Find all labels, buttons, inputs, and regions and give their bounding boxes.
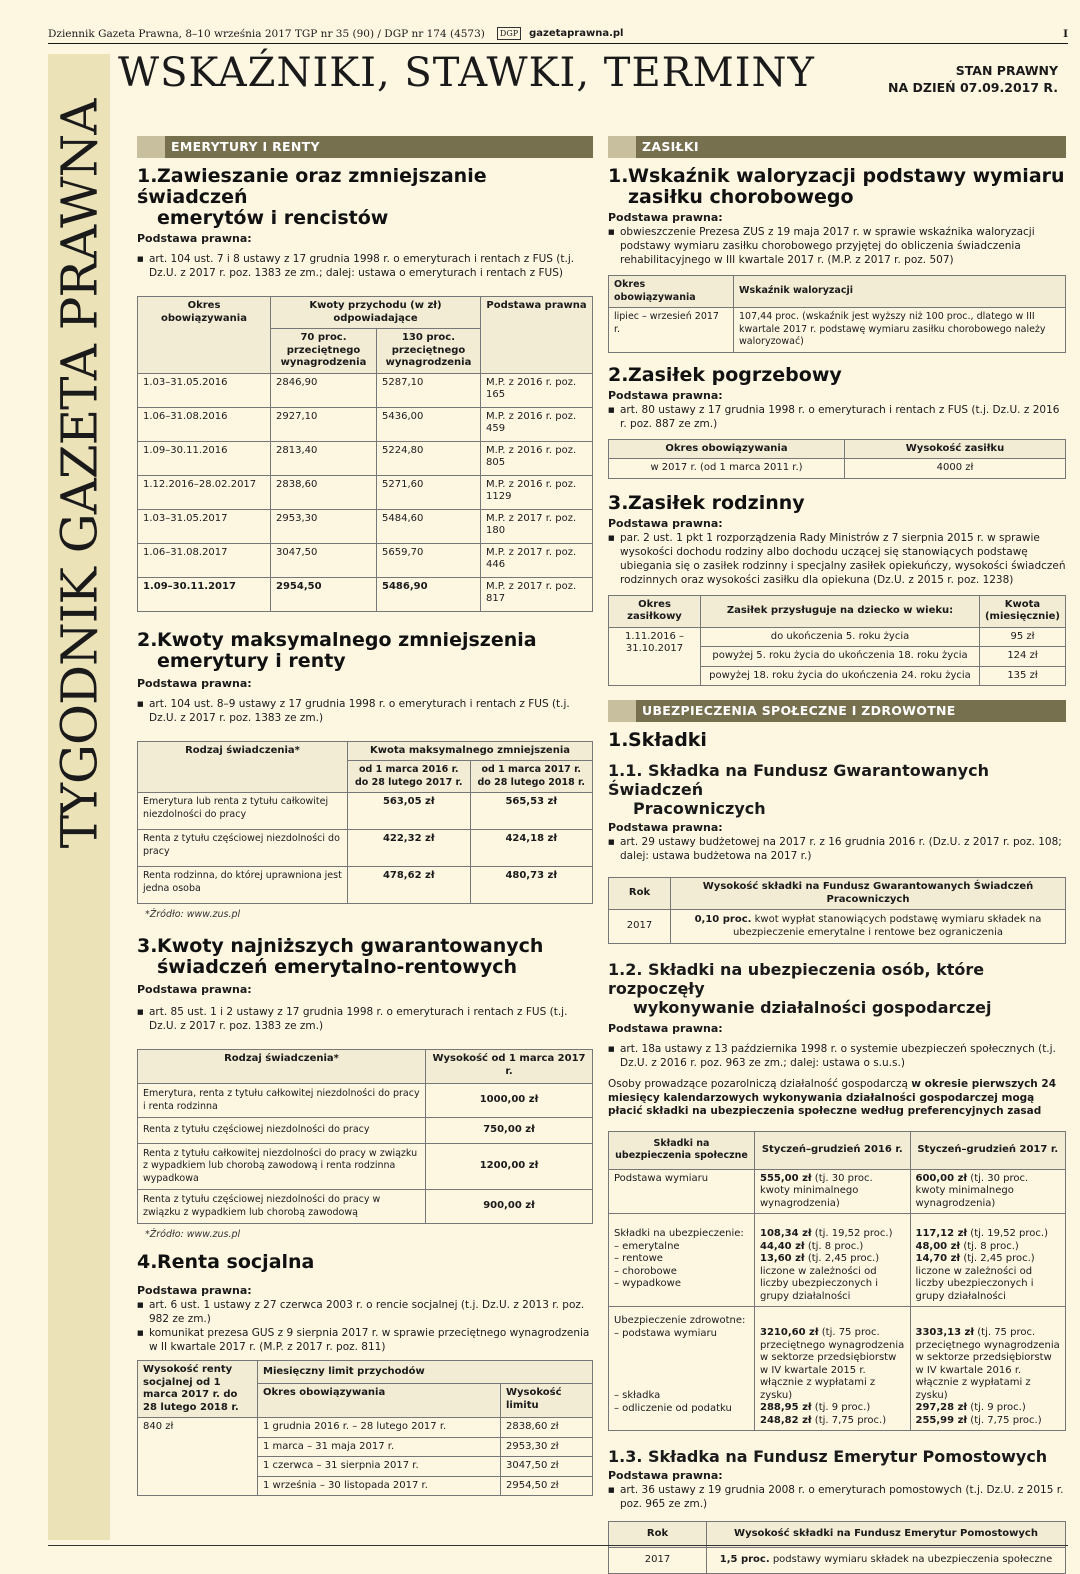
table-u12: Składki na ubezpieczenia społeczne Styczeń–grudzień 2016 r. Styczeń–grudzień 2017 r. Podstawa wymiaru 555,00 zł (tj. 30 proc. kwoty minimalnego wynagrodzenia) 600,00 zł (tj. 30 proc. kwoty minimalnego wynagrodzenia) Składki na ubezpieczenie: – emerytalne – rentowe – chorobowe – wypadkowe 108,34 zł (tj. 19,52 proc.) 44,40 zł (tj. 8 proc.) 13,60 zł (tj. 2,45 proc.) liczone w zależności od liczby ubezpieczonych i grupy działalności 117,12 zł (tj. 19,52 proc.) 48,00 zł (tj. 8 proc.) 14,70 zł (tj. 2,45 proc.) liczone w zależności od liczby ubezpieczonych i grupy działalności Ubezpieczenie zdrowotne: – podstawa wymiaru – składka – odliczenie od podatku 3210,60 zł (tj. 75 proc. przeciętnego wynagrodzenia w sektorze przedsiębiorstw w IV kwartale 2015 r. włącznie z wypłatami z zysku) 288,95 zł (tj. 9 proc.) 248,82 zł (tj. 7,75 proc.) 3303,13 zł (tj. 75 proc. przeciętnego wynagrodzenia w sektorze przedsiębiorstw w IV kwartale 2016 r. włącznie z wypłatami z zysku) 297,28 zł (tj. 9 proc.) 255,99 zł (tj. 7,75 proc.) [608,1131,1066,1432]
table-row: 1.12.2016–28.02.2017 2838,60 5271,60 M.P. z 2016 r. poz. 1129 [138,475,593,509]
table-s4: Wysokość renty socjalnej od 1 marca 2017 r. do 28 lutego 2018 r. Miesięczny limit przychodów Okres obowiązywania Wysokość limitu 840 zł 1 grudnia 2016 r. – 28 lutego 2017 r. 2838,60 zł 1 marca – 31 maja 2017 r. 2953,30 zł 1 czerwca – 31 sierpnia 2017 r. 3047,50 zł 1 września – 30 listopada 2017 r. 2954,50 zł [137,1360,593,1496]
basis-label: Podstawa prawna: [608,821,723,834]
basis-label: Podstawa prawna: [137,1284,252,1297]
table-row: 1 września – 30 listopada 2017 r. 2954,50 zł [138,1476,593,1496]
heading-s1: 1.Zawieszanie oraz zmniejszanie świadczeń emerytów i rencistów [137,165,487,229]
table-z1: Okres obowiązywania Wskaźnik waloryzacji lipiec – wrzesień 2017 r. 107,44 proc. (wskaźnik jest wyższy niż 100 proc., dlatego w III kwartale 2017 r. podstawę wymiaru zasiłku chorobowego należy waloryzować) [608,275,1066,353]
basis-label: Podstawa prawna: [137,983,252,996]
table-row: Renta rodzinna, do której uprawniona jest jedna osoba 478,62 zł 480,73 zł [138,867,593,904]
table-row: w 2017 r. (od 1 marca 2011 r.) 4000 zł [609,459,1066,479]
heading-u13: 1.3. Składka na Fundusz Emerytur Pomostowych [608,1447,1048,1466]
source-note: *Źródło: www.zus.pl [145,1229,241,1240]
heading-s3: 3.Kwoty najniższych gwarantowanych świadczeń emerytalno-rentowych [137,935,544,978]
table-row: Renta z tytułu częściowej niezdolności do pracy 422,32 zł 424,18 zł [138,830,593,867]
table-row: 1 marca – 31 maja 2017 r. 2953,30 zł [138,1437,593,1457]
table-row: 1.09–30.11.2016 2813,40 5224,80 M.P. z 2016 r. poz. 805 [138,441,593,475]
table-row: 1.03–31.05.2016 2846,90 5287,10 M.P. z 2016 r. poz. 165 [138,373,593,407]
table-u11: Rok Wysokość składki na Fundusz Gwarantowanych Świadczeń Pracowniczych 2017 0,10 proc. kwot wypłat stanowiących podstawę wymiaru składek na ubezpieczenie emerytalne i rentowe bez ograniczenia [608,877,1066,944]
table-row: Emerytura, renta z tytułu całkowitej niezdolności do pracy i renta rodzinna 1000,00 zł [138,1084,593,1118]
intro-text: Osoby prowadzące pozarolniczą działalność gospodarczą w okresie pierwszych 24 miesięcy kalendarzowych wykonywania działalności gospodarczej mogą płacić składki na ubezpieczenia społeczne według preferencyjnych zasad [608,1078,1057,1117]
basis-label: Podstawa prawna: [608,1022,723,1035]
issue-info: Dziennik Gazeta Prawna, 8–10 września 2017 TGP nr 35 (90) / DGP nr 174 (4573) [48,27,485,40]
heading-s4: 4.Renta socjalna [137,1251,315,1273]
basis-item: ■ par. 2 ust. 1 pkt 1 rozporządzenia Rady Ministrów z 7 sierpnia 2015 r. w sprawie wysokości dochodu rodziny albo dochodu uczącej się stanowiących podstawę ubiegania się o zasiłek rodzinny i specjalny zasiłek opiekuńczy, wysokości świadczeń rodzinnych oraz wysokości zasiłku dla opiekuna (Dz.U. z 2015 r. poz. 1238) [608,531,1066,587]
table-row: Ubezpieczenie zdrowotne: – podstawa wymiaru – składka – odliczenie od podatku 3210,60 zł (tj. 75 proc. przeciętnego wynagrodzenia w sektorze przedsiębiorstw w IV kwartale 2015 r. włącznie z wypłatami z zysku) 288,95 zł (tj. 9 proc.) 248,82 zł (tj. 7,75 proc.) 3303,13 zł (tj. 75 proc. przeciętnego wynagrodzenia w sektorze przedsiębiorstw w IV kwartale 2016 r. włącznie z wypłatami z zysku) 297,28 zł (tj. 9 proc.) 255,99 zł (tj. 7,75 proc.) [609,1307,1066,1431]
heading-z2: 2.Zasiłek pogrzebowy [608,363,842,386]
heading-u1: 1.Składki [608,729,707,751]
right-column [608,136,1066,1566]
basis-label: Podstawa prawna: [608,1469,723,1482]
basis-item: ■ art. 6 ust. 1 ustawy z 27 czerwca 2003 r. o rencie socjalnej (t.j. Dz.U. z 2013 r. poz. 982 ze zm.) [137,1298,593,1326]
table-row: powyżej 18. roku życia do ukończenia 24. roku życia 135 zł [609,666,1066,686]
basis-label: Podstawa prawna: [608,388,723,402]
basis-label: Podstawa prawna: [608,516,723,530]
basis-item: ■ art. 36 ustawy z 19 grudnia 2008 r. o emeryturach pomostowych (t.j. Dz.U. z 2015 r. poz. 965 ze zm.) [608,1483,1066,1511]
table-row: powyżej 5. roku życia do ukończenia 18. roku życia 124 zł [609,647,1066,667]
basis-item: ■ art. 80 ustawy z 17 grudnia 1998 r. o emeryturach i rentach z FUS (t.j. Dz.U. z 2016 r. poz. 887 ze zm.) [608,403,1066,431]
page-title: WSKAŹNIKI, STAWKI, TERMINY [118,50,815,96]
basis-item: ■ komunikat prezesa GUS z 9 sierpnia 2017 r. w sprawie przeciętnego wynagrodzenia w II kwartale 2017 r. (M.P. z 2017 r. poz. 811) [137,1326,593,1354]
table-row: 1.11.2016 – 31.10.2017 do ukończenia 5. roku życia 95 zł [609,627,1066,647]
heading-u11: 1.1. Składka na Fundusz Gwarantowanych Świadczeń Pracowniczych [608,761,989,818]
table-row: Renta z tytułu częściowej niezdolności do pracy 750,00 zł [138,1118,593,1144]
table-row: 1.06–31.08.2016 2927,10 5436,00 M.P. z 2016 r. poz. 459 [138,407,593,441]
table-row: lipiec – wrzesień 2017 r. 107,44 proc. (wskaźnik jest wyższy niż 100 proc., dlatego w III kwartale 2017 r. podstawę wymiaru zasiłku chorobowego należy waloryzować) [609,308,1066,353]
basis-label: Podstawa prawna: [608,211,723,224]
vertical-title: TYGODNIK GAZETA PRAWNA [50,99,108,849]
table-row: 1.09–30.11.2017 2954,50 5486,90 M.P. z 2017 r. poz. 817 [138,577,593,611]
basis-label: Podstawa prawna: [137,676,252,690]
table-row: 840 zł 1 grudnia 2016 r. – 28 lutego 2017 r. 2838,60 zł [138,1418,593,1438]
table-row: 2017 0,10 proc. kwot wypłat stanowiących podstawę wymiaru składek na ubezpieczenie emerytalne i rentowe bez ograniczenia [609,910,1066,944]
heading-u12: 1.2. Składki na ubezpieczenia osób, które rozpoczęły wykonywanie działalności gospodarczej [608,960,992,1017]
basis-item: ■ obwieszczenie Prezesa ZUS z 19 maja 2017 r. w sprawie wskaźnika waloryzacji podstawy wymiaru zasiłku chorobowego przyjętej do obliczenia świadczenia rehabilitacyjnego w III kwartale 2017 r. (M.P. z 2017 r. poz. 507) [608,225,1066,267]
bottom-rule [48,1545,1068,1546]
left-column [137,136,593,1536]
table-row: 2017 1,5 proc. podstawy wymiaru składek na ubezpieczenia społeczne [609,1548,1066,1574]
basis-item: ■ art. 85 ust. 1 i 2 ustawy z 17 grudnia 1998 r. o emeryturach i rentach z FUS (t.j. Dz.U. z 2017 r. poz. 1383 ze zm.) [137,1005,593,1033]
heading-z3: 3.Zasiłek rodzinny [608,491,805,514]
table-row: 1.06–31.08.2017 3047,50 5659,70 M.P. z 2017 r. poz. 446 [138,543,593,577]
site-link[interactable]: gazetaprawna.pl [529,28,624,39]
dgp-logo: DGP [497,27,521,40]
section-bar-pensions: EMERYTURY I RENTY [137,136,593,158]
basis-item: ■ art. 18a ustawy z 13 października 1998 r. o systemie ubezpieczeń społecznych (t.j. Dz.U. z 2016 r. poz. 963 ze zm.; dalej: ustawa o s.u.s.) [608,1042,1066,1070]
top-header [48,24,1068,44]
table-row: Renta z tytułu całkowitej niezdolności do pracy w związku z wypadkiem lub chorobą zawodową i renta rodzinna wypadkowa 1200,00 zł [138,1144,593,1190]
table-row: Emerytura lub renta z tytułu całkowitej niezdolności do pracy 563,05 zł 565,53 zł [138,793,593,830]
basis-item: ■ art. 29 ustawy budżetowej na 2017 r. z 16 grudnia 2016 r. (Dz.U. z 2017 r. poz. 108; dalej: ustawa budżetowa na 2017 r.) [608,835,1066,863]
table-u13: Rok Wysokość składki na Fundusz Emerytur Pomostowych 2017 1,5 proc. podstawy wymiaru składek na ubezpieczenia społeczne [608,1521,1066,1574]
table-row: Składki na ubezpieczenie: – emerytalne – rentowe – chorobowe – wypadkowe 108,34 zł (tj. 19,52 proc.) 44,40 zł (tj. 8 proc.) 13,60 zł (tj. 2,45 proc.) liczone w zależności od liczby ubezpieczonych i grupy działalności 117,12 zł (tj. 19,52 proc.) 48,00 zł (tj. 8 proc.) 14,70 zł (tj. 2,45 proc.) liczone w zależności od liczby ubezpieczonych i grupy działalności [609,1214,1066,1307]
table-s1: Okres obowiązywania Kwoty przychodu (w zł) odpowiadające Podstawa prawna 70 proc. przeciętnego wynagrodzenia 130 proc. przeciętnego wynagrodzenia 1.03–31.05.2016 2846,90 5287,10 M.P. z 2016 r. poz. 165 1.06–31.08.2016 2927,10 5436,00 M.P. z 2016 r. poz. 459 1.09–30.11.2016 2813,40 5224,80 M.P. z 2016 r. poz. 805 1.12.2016–28.02.2017 2838,60 5271,60 M.P. z 2016 r. poz. 1129 1.03–31.05.2017 2953,30 5484,60 M.P. z 2017 r. poz. 180 1.06–31.08.2017 3047,50 5659,70 M.P. z 2017 r. poz. 446 1.09–30.11.2017 2954,50 5486,90 M.P. z 2017 r. poz. 817 [137,296,593,612]
source-note: *Źródło: www.zus.pl [145,909,241,920]
heading-s2: 2.Kwoty maksymalnego zmniejszenia emerytury i renty [137,628,537,672]
table-row: Renta z tytułu częściowej niezdolności do pracy w związku z wypadkiem lub chorobą zawodową 900,00 zł [138,1190,593,1224]
table-row: Podstawa wymiaru 555,00 zł (tj. 30 proc. kwoty minimalnego wynagrodzenia) 600,00 zł (tj. 30 proc. kwoty minimalnego wynagrodzenia) [609,1169,1066,1214]
section-bar-benefits: ZASIŁKI [608,136,1066,158]
basis-label: Podstawa prawna: [137,232,252,245]
table-z2: Okres obowiązywania Wysokość zasiłku w 2017 r. (od 1 marca 2011 r.) 4000 zł [608,439,1066,479]
page-number: I [1063,27,1068,40]
section-bar-insurance: UBEZPIECZENIA SPOŁECZNE I ZDROWOTNE [608,700,1066,722]
basis-item: ■ art. 104 ust. 7 i 8 ustawy z 17 grudnia 1998 r. o emeryturach i rentach z FUS (t.j. Dz.U. z 2017 r. poz. 1383 ze zm.; dalej: ustawa o emeryturach i rentach z FUS) [137,252,593,280]
heading-z1: 1.Wskaźnik waloryzacji podstawy wymiaru zasiłku chorobowego [608,165,1065,208]
legal-state: STAN PRAWNY NA DZIEŃ 07.09.2017 R. [888,63,1058,95]
table-s3: Rodzaj świadczenia* Wysokość od 1 marca 2017 r. Emerytura, renta z tytułu całkowitej niezdolności do pracy i renta rodzinna 1000,00 zł Renta z tytułu częściowej niezdolności do pracy 750,00 zł Renta z tytułu całkowitej niezdolności do pracy w związku z wypadkiem lub chorobą zawodową i renta rodzinna wypadkowa 1200,00 zł Renta z tytułu częściowej niezdolności do pracy w związku z wypadkiem lub chorobą zawodową 900,00 zł [137,1049,593,1224]
table-row: 1 czerwca – 31 sierpnia 2017 r. 3047,50 zł [138,1457,593,1477]
table-z3: Okres zasiłkowy Zasiłek przysługuje na dziecko w wieku: Kwota (miesięcznie) 1.11.2016 – 31.10.2017 do ukończenia 5. roku życia 95 zł powyżej 5. roku życia do ukończenia 18. roku życia 124 zł powyżej 18. roku życia do ukończenia 24. roku życia 135 zł [608,595,1066,687]
table-row: 1.03–31.05.2017 2953,30 5484,60 M.P. z 2017 r. poz. 180 [138,509,593,543]
basis-item: ■ art. 104 ust. 8–9 ustawy z 17 grudnia 1998 r. o emeryturach i rentach z FUS (t.j. Dz.U. z 2017 r. poz. 1383 ze zm.) [137,697,593,725]
table-s2: Rodzaj świadczenia* Kwota maksymalnego zmniejszenia od 1 marca 2016 r. do 28 lutego 2017 r. od 1 marca 2017 r. do 28 lutego 2018 r. Emerytura lub renta z tytułu całkowitej niezdolności do pracy 563,05 zł 565,53 zł Renta z tytułu częściowej niezdolności do pracy 422,32 zł 424,18 zł Renta rodzinna, do której uprawniona jest jedna osoba 478,62 zł 480,73 zł [137,741,593,905]
